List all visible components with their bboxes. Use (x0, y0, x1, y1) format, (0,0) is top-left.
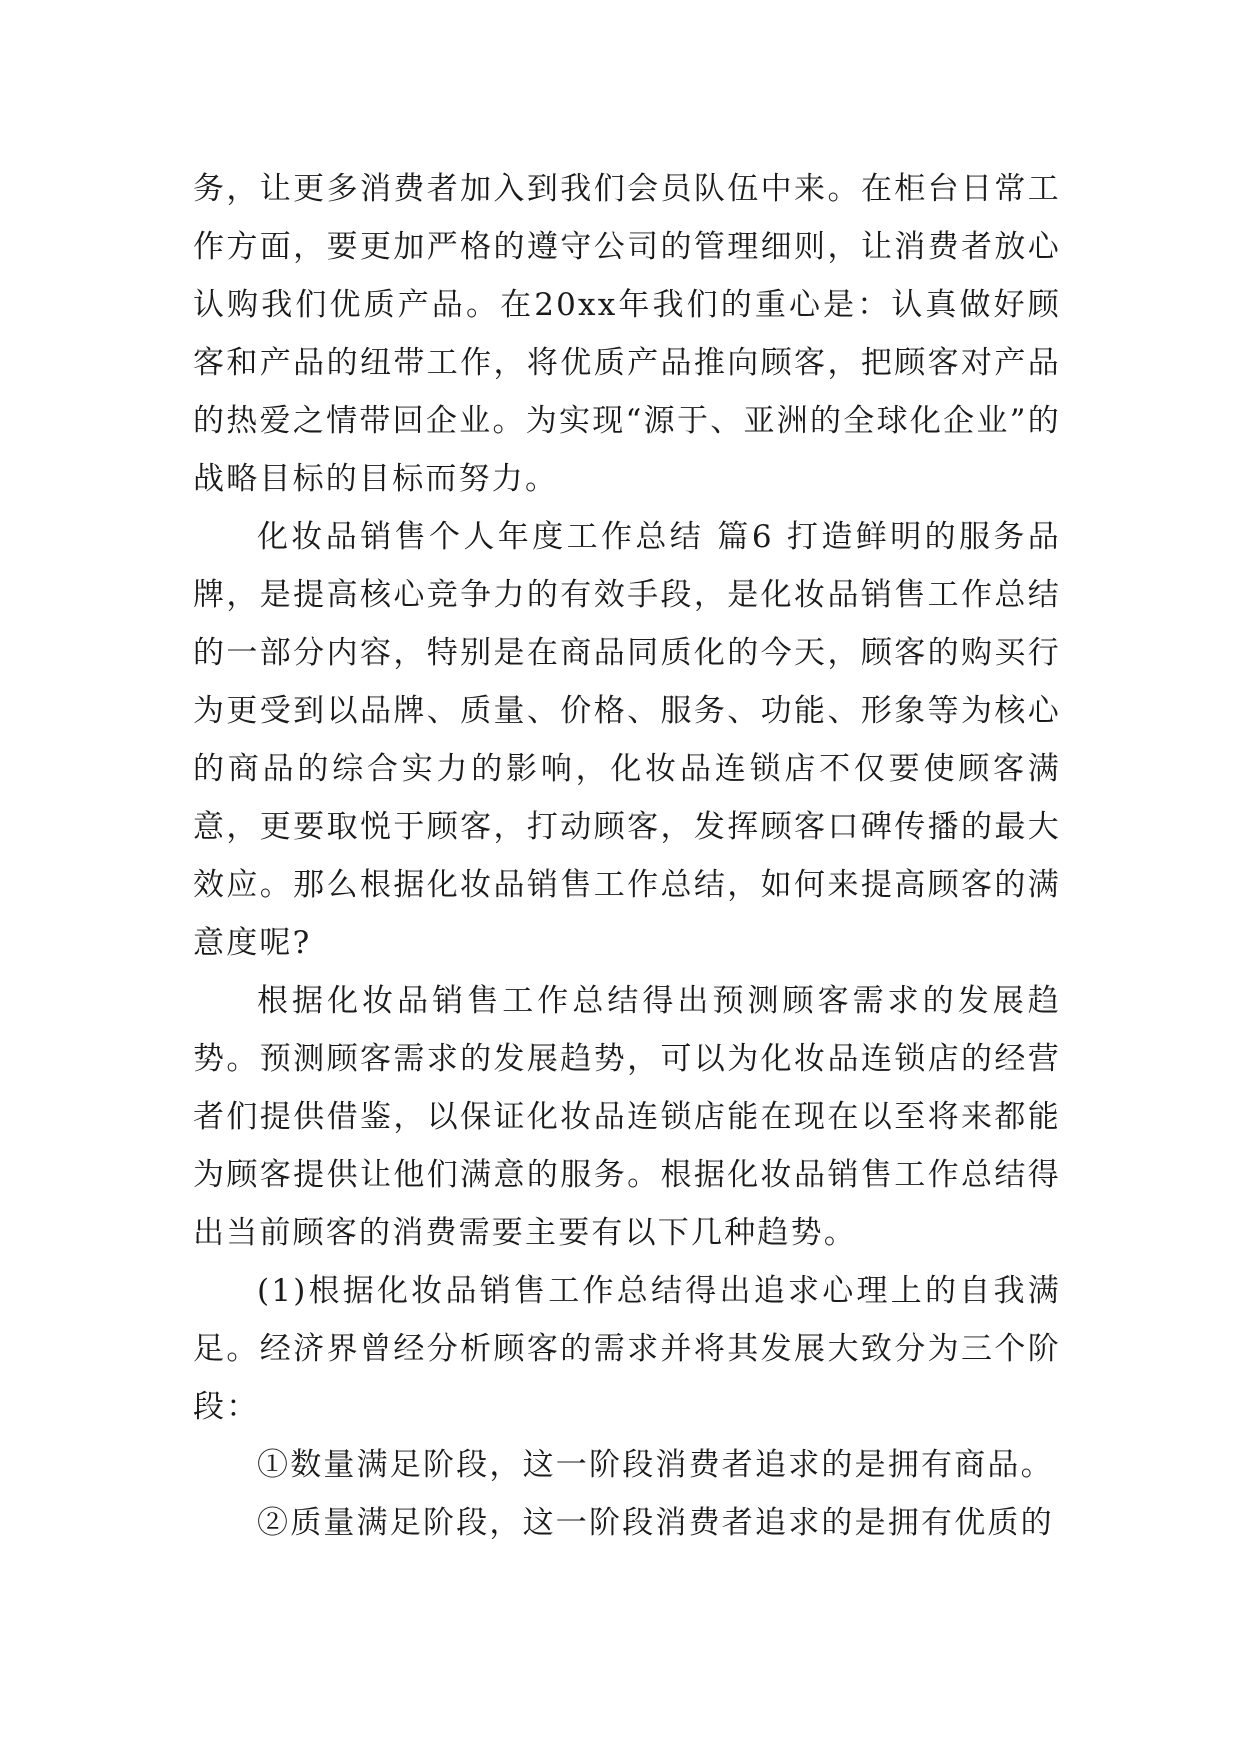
paragraph-point-1: (1)根据化妆品销售工作总结得出追求心理上的自我满足。经济界曾经分析顾客的需求并将其发展大致分为三个阶段： (193, 1273, 1061, 1425)
paragraph-demand-trends: 根据化妆品销售工作总结得出预测顾客需求的发展趋势。预测顾客需求的发展趋势，可以为化妆品连锁店的经营者们提供借鉴，以保证化妆品连锁店能在现在以至将来都能为顾客提供让他们满意的服务。根据化妆品销售工作总结得出当前顾客的消费需要主要有以下几种趋势。 (193, 983, 1061, 1251)
body-text (193, 160, 1061, 1552)
paragraph-continuation: 务，让更多消费者加入到我们会员队伍中来。在柜台日常工作方面，要更加严格的遵守公司的管理细则，让消费者放心认购我们优质产品。在20xx年我们的重心是：认真做好顾客和产品的纽带工作，将优质产品推向顾客，把顾客对产品的热爱之情带回企业。为实现“源于、亚洲的全球化企业”的战略目标的目标而努力。 (193, 171, 1061, 497)
list-item-stage-1: ①数量满足阶段，这一阶段消费者追求的是拥有商品。 (257, 1447, 1054, 1483)
list-item-stage-2: ②质量满足阶段，这一阶段消费者追求的是拥有优质的 (257, 1505, 1054, 1541)
paragraph-section-6-intro: 化妆品销售个人年度工作总结 篇6 打造鲜明的服务品牌，是提高核心竞争力的有效手段，是化妆品销售工作总结的一部分内容，特别是在商品同质化的今天，顾客的购买行为更受到以品牌、质量、价格、服务、功能、形象等为核心的商品的综合实力的影响，化妆品连锁店不仅要使顾客满意，更要取悦于顾客，打动顾客，发挥顾客口碑传播的最大效应。那么根据化妆品销售工作总结，如何来提高顾客的满意度呢? (193, 519, 1061, 961)
